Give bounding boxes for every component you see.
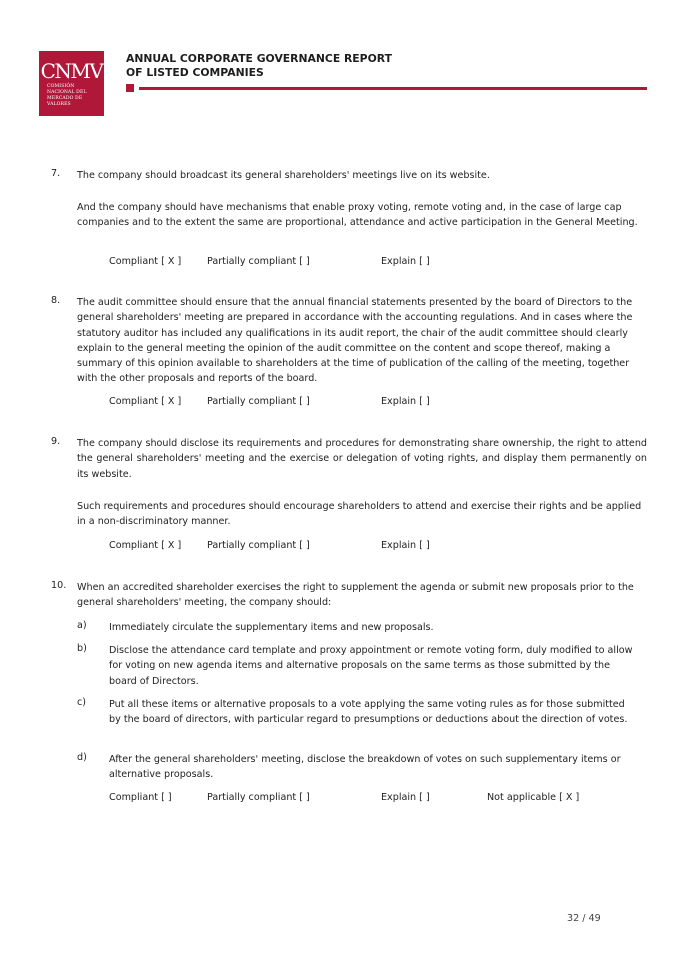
item-letter: b) <box>77 643 87 654</box>
item-letter: c) <box>77 697 87 708</box>
item-text: Immediately circulate the supplementary items and new proposals. <box>109 622 434 633</box>
partially-compliant-option: Partially compliant [ ] <box>207 540 310 551</box>
section-paragraph: And the company should have mechanisms that enable proxy voting, remote voting and, in the case of large cap companies and to the extent the same are proportional, attendance and active participation in the General Meeting. <box>77 202 638 229</box>
explain-option: Explain [ ] <box>381 540 430 551</box>
section-number: 10. <box>51 580 67 591</box>
compliance-row <box>109 539 649 553</box>
section-paragraph: When an accredited shareholder exercises the right to supplement the agenda or submit new proposals prior to the general shareholders' meeting, the company should: <box>77 582 634 609</box>
compliance-row <box>109 395 649 409</box>
report-title-line1: ANNUAL CORPORATE GOVERNANCE REPORT <box>126 52 392 65</box>
section-paragraph: The audit committee should ensure that the annual financial statements presented by the board of Directors to the general shareholders' meeting are prepared in accordance with the accounting regulations. And in cases where the statutory auditor has included any qualifications in its audit report, the chair of the audit committee should clearly explain to the general meeting the opinion of the audit committee on the content and scope thereof, making a summary of this opinion available to shareholders at the time of publication of the calling of the meeting, together with the other proposals and reports of the board. <box>77 297 633 385</box>
item-letter: d) <box>77 752 87 763</box>
partially-compliant-option: Partially compliant [ ] <box>207 792 310 803</box>
item-text: Disclose the attendance card template and proxy appointment or remote voting form, duly modified to allow for voting on new agenda items and alternative proposals on the same terms as those submitted by the board of Directors. <box>109 645 633 687</box>
compliance-row <box>109 791 649 805</box>
not-applicable-option: Not applicable [ X ] <box>487 792 580 803</box>
compliant-option: Compliant [ ] <box>109 792 172 803</box>
logo-subtitle: COMISIÓN NACIONAL DEL MERCADO DE VALORES <box>47 84 87 107</box>
compliant-option: Compliant [ X ] <box>109 256 182 267</box>
report-title-line2: OF LISTED COMPANIES <box>126 66 264 79</box>
logo-text: CNMV <box>40 59 103 83</box>
partially-compliant-option: Partially compliant [ ] <box>207 396 310 407</box>
section-number: 8. <box>51 295 61 306</box>
section-paragraph: Such requirements and procedures should encourage shareholders to attend and exercise their rights and be applied in a non-discriminatory manner. <box>77 501 642 528</box>
section-number: 7. <box>51 168 61 179</box>
item-letter: a) <box>77 620 87 631</box>
compliant-option: Compliant [ X ] <box>109 396 182 407</box>
section-paragraph: The company should disclose its requirements and procedures for demonstrating share ownership, the right to attend the general shareholders' meeting and the exercise or delegation of voting rights, and display them permanently on its website. <box>77 438 647 480</box>
item-text: After the general shareholders' meeting, disclose the breakdown of votes on such supplementary items or alternative proposals. <box>109 754 621 781</box>
page-number: 32 / 49 <box>567 913 601 924</box>
item-text: Put all these items or alternative proposals to a vote applying the same voting rules as for those submitted by the board of directors, with particular regard to presumptions or deductions about the direction of votes. <box>109 699 628 726</box>
section-paragraph: The company should broadcast its general shareholders' meetings live on its website. <box>77 170 490 181</box>
compliant-option: Compliant [ X ] <box>109 540 182 551</box>
partially-compliant-option: Partially compliant [ ] <box>207 256 310 267</box>
compliance-row <box>109 255 649 269</box>
explain-option: Explain [ ] <box>381 256 430 267</box>
section-number: 9. <box>51 436 61 447</box>
explain-option: Explain [ ] <box>381 396 430 407</box>
explain-option: Explain [ ] <box>381 792 430 803</box>
